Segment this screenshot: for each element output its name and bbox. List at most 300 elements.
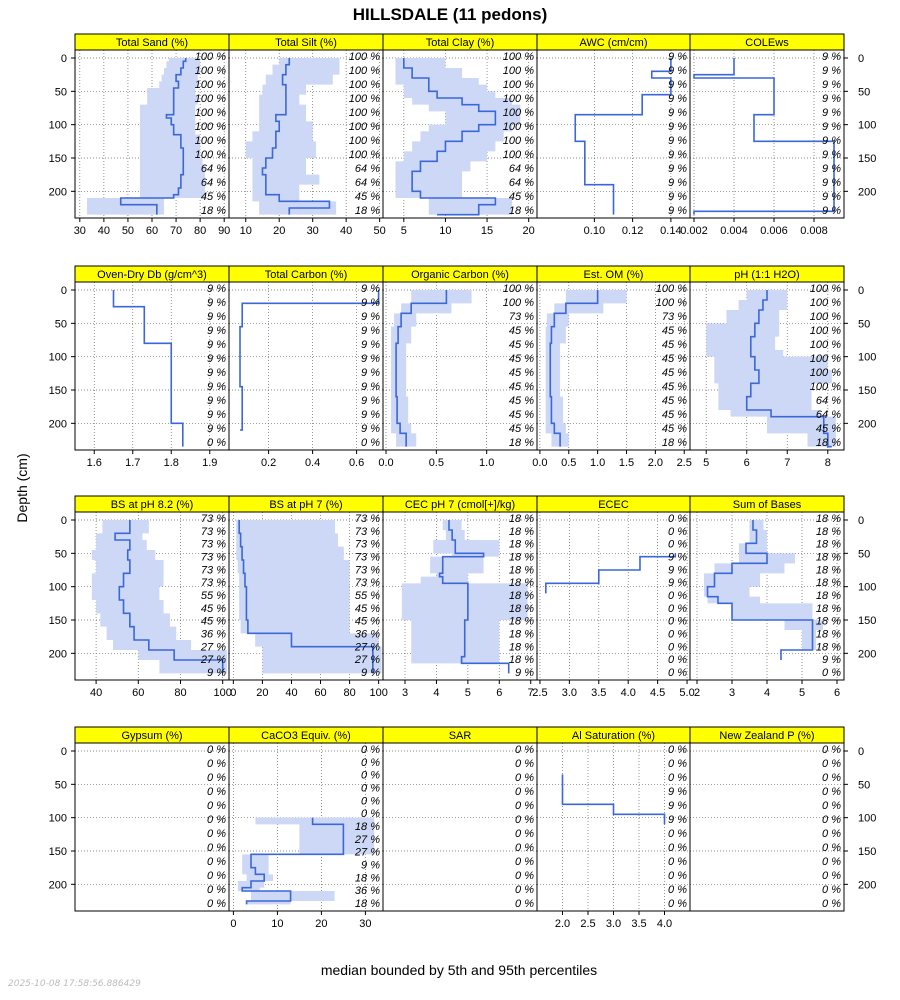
x-tick-label: 0.004 xyxy=(720,225,748,237)
pct-label: 9 % xyxy=(668,191,687,203)
panel-title: Total Clay (%) xyxy=(425,37,495,49)
pct-label: 100 % xyxy=(502,135,534,147)
x-tick-label: 1.7 xyxy=(125,457,141,469)
x-tick-label: 3.0 xyxy=(561,687,578,699)
pct-label: 100 % xyxy=(809,311,841,323)
pct-label: 0 % xyxy=(361,756,380,769)
panel-title: Al Saturation (%) xyxy=(571,730,656,742)
pct-label: 0 % xyxy=(361,782,380,795)
pct-label: 64 % xyxy=(200,177,226,189)
x-tick-label: 20 xyxy=(273,225,286,237)
x-tick-label: 10 xyxy=(439,225,452,237)
x-tick-label: 1.5 xyxy=(618,457,635,469)
panel xyxy=(383,727,537,911)
pct-label: 0 % xyxy=(207,744,226,756)
pct-label: 55 % xyxy=(200,590,226,602)
pct-label: 64 % xyxy=(200,163,226,175)
x-tick-label: 3 xyxy=(728,687,736,699)
pct-label: 18 % xyxy=(815,615,841,628)
panel-title: Est. OM (%) xyxy=(583,269,644,281)
pct-label: 9 % xyxy=(207,395,226,407)
pct-label: 9 % xyxy=(822,163,841,175)
pct-label: 0 % xyxy=(207,437,226,449)
pct-label: 0 % xyxy=(361,744,380,756)
panel xyxy=(229,266,383,469)
pct-label: 9 % xyxy=(668,786,687,798)
x-tick-label: 1.6 xyxy=(86,457,102,469)
pct-label: 45 % xyxy=(354,615,380,628)
pct-label: 0 % xyxy=(515,870,534,882)
pct-label: 9 % xyxy=(668,814,687,826)
pct-label: 18 % xyxy=(661,437,687,449)
pct-label: 73 % xyxy=(200,551,226,564)
y-tick-label-right: 100 xyxy=(858,812,877,825)
pct-label: 9 % xyxy=(361,353,380,365)
pct-label: 18 % xyxy=(815,513,841,525)
x-tick-label: 6 xyxy=(743,457,750,469)
y-tick-label: 150 xyxy=(48,385,67,397)
pct-label: 0 % xyxy=(822,856,841,868)
panel-title: COLEws xyxy=(745,37,789,49)
pct-label: 9 % xyxy=(822,93,841,105)
pct-label: 73 % xyxy=(354,525,380,538)
pct-label: 0 % xyxy=(822,667,841,679)
pct-label: 45 % xyxy=(508,191,534,203)
pct-label: 9 % xyxy=(822,177,841,189)
pct-label: 9 % xyxy=(668,577,687,590)
pct-label: 0 % xyxy=(668,513,687,525)
pct-label: 9 % xyxy=(361,423,380,435)
pct-label: 0 % xyxy=(361,437,380,449)
x-tick-label: 4 xyxy=(763,687,771,699)
panel xyxy=(49,34,231,237)
x-tick-label: 2.5 xyxy=(580,918,596,930)
pct-label: 9 % xyxy=(207,409,226,421)
pct-label: 45 % xyxy=(354,602,380,615)
x-tick-label: 3.5 xyxy=(591,687,607,699)
y-tick-label-right: 50 xyxy=(858,779,871,792)
x-tick-label: 10 xyxy=(239,225,252,237)
pct-label: 18 % xyxy=(354,872,380,885)
x-tick-label: 5.0 xyxy=(679,687,695,699)
pct-label: 0 % xyxy=(668,842,687,854)
y-tick-label: 50 xyxy=(54,318,67,331)
x-tick-label: 50 xyxy=(121,225,135,237)
pct-label: 18 % xyxy=(354,821,380,833)
pct-label: 9 % xyxy=(822,65,841,77)
pct-label: 100 % xyxy=(655,283,687,295)
pct-label: 0 % xyxy=(207,856,226,868)
pct-label: 0 % xyxy=(207,898,226,910)
y-tick-label-right: 150 xyxy=(858,153,877,165)
x-tick-label: 2.0 xyxy=(554,918,571,930)
pct-label: 18 % xyxy=(508,654,534,667)
y-tick-label-right: 200 xyxy=(858,648,877,661)
pct-label: 18 % xyxy=(508,205,534,217)
pct-label: 73 % xyxy=(354,577,380,590)
pct-label: 55 % xyxy=(354,590,380,602)
panel xyxy=(378,266,537,469)
x-tick-label: 0.0 xyxy=(532,457,548,469)
pct-label: 100 % xyxy=(194,149,226,161)
pct-label: 18 % xyxy=(508,577,534,590)
x-tick-label: 30 xyxy=(73,225,86,237)
pct-label: 0 % xyxy=(515,800,534,812)
pct-label: 0 % xyxy=(515,786,534,798)
pct-label: 18 % xyxy=(815,577,841,590)
panel-title: Total Sand (%) xyxy=(115,37,189,49)
pct-label: 9 % xyxy=(668,51,687,63)
x-tick-label: 40 xyxy=(340,225,353,237)
pct-label: 100 % xyxy=(194,107,226,119)
pct-label: 0 % xyxy=(361,808,380,821)
y-tick-label: 100 xyxy=(48,119,67,132)
y-tick-label-right: 0 xyxy=(858,515,865,527)
pct-label: 9 % xyxy=(822,79,841,91)
x-tick-label: 40 xyxy=(89,687,103,699)
y-tick-label: 0 xyxy=(60,746,67,758)
panel xyxy=(49,727,229,911)
x-tick-label: 5 xyxy=(464,687,471,699)
y-tick-label-right: 200 xyxy=(858,879,877,892)
pct-label: 0 % xyxy=(668,758,687,770)
y-tick-label-right: 100 xyxy=(858,351,877,364)
pct-label: 0 % xyxy=(668,898,687,910)
x-tick-label: 0.12 xyxy=(621,225,644,237)
pct-label: 9 % xyxy=(822,654,841,667)
pct-label: 0 % xyxy=(207,842,226,854)
panel-title: BS at pH 8.2 (%) xyxy=(110,499,194,511)
x-tick-label: 4.0 xyxy=(656,918,673,930)
panel-title: Oven-Dry Db (g/cm^3) xyxy=(97,269,207,281)
pct-label: 73 % xyxy=(661,311,687,323)
x-tick-label: 5 xyxy=(400,225,407,237)
x-tick-label: 0 xyxy=(230,918,237,930)
y-tick-label: 200 xyxy=(48,879,67,892)
pct-label: 0 % xyxy=(668,628,687,641)
y-tick-label: 150 xyxy=(48,615,67,627)
pct-label: 18 % xyxy=(508,437,534,449)
figure-title: HILLSDALE (11 pedons) xyxy=(352,5,548,24)
plot-area xyxy=(229,282,383,450)
pct-label: 9 % xyxy=(361,325,380,337)
pct-label: 100 % xyxy=(502,65,534,77)
pct-label: 0 % xyxy=(207,870,226,882)
pct-label: 45 % xyxy=(508,325,534,337)
pct-label: 0 % xyxy=(515,884,534,896)
y-tick-label: 150 xyxy=(48,153,67,165)
pct-label: 0 % xyxy=(207,800,226,812)
y-axis-label: Depth (cm) xyxy=(14,453,30,523)
x-tick-label: 50 xyxy=(373,225,386,237)
pct-label: 100 % xyxy=(809,353,841,365)
pct-label: 27 % xyxy=(354,833,380,846)
x-tick-label: 40 xyxy=(285,687,298,699)
plot-area xyxy=(690,743,844,911)
pct-label: 73 % xyxy=(200,525,226,538)
pct-label: 0 % xyxy=(668,856,687,868)
y-tick-label-right: 200 xyxy=(858,418,877,431)
pct-label: 9 % xyxy=(361,283,380,295)
panel xyxy=(229,496,388,699)
x-tick-label: 0.10 xyxy=(583,225,606,237)
x-tick-label: 6 xyxy=(833,687,841,699)
pct-label: 18 % xyxy=(508,615,534,628)
pct-label: 45 % xyxy=(508,395,534,407)
x-tick-label: 0.002 xyxy=(680,225,708,237)
pct-label: 0 % xyxy=(822,884,841,896)
y-tick-label: 50 xyxy=(54,86,67,99)
pct-label: 0 % xyxy=(668,667,687,679)
pct-label: 100 % xyxy=(348,149,380,161)
pct-label: 45 % xyxy=(508,367,534,379)
panel-title: CaCO3 Equiv. (%) xyxy=(261,730,351,742)
pct-label: 100 % xyxy=(194,79,226,91)
x-tick-label: 3.0 xyxy=(605,918,622,930)
pct-label: 0 % xyxy=(361,769,380,782)
pct-label: 100 % xyxy=(809,325,841,337)
y-tick-label: 200 xyxy=(48,418,67,431)
pct-label: 45 % xyxy=(661,367,687,379)
x-tick-label: 90 xyxy=(218,225,231,237)
pct-label: 9 % xyxy=(668,121,687,133)
x-tick-label: 100 xyxy=(369,687,388,699)
pct-label: 0 % xyxy=(668,884,687,896)
pct-label: 100 % xyxy=(502,297,534,309)
pct-label: 0 % xyxy=(822,842,841,854)
y-tick-label: 0 xyxy=(60,515,67,527)
pct-label: 18 % xyxy=(815,551,841,564)
x-tick-label: 4.0 xyxy=(620,687,636,699)
y-tick-label-right: 200 xyxy=(858,186,877,199)
pct-label: 0 % xyxy=(822,758,841,770)
pct-label: 64 % xyxy=(815,395,841,407)
panel-title: Sum of Bases xyxy=(732,499,802,511)
pct-label: 0 % xyxy=(515,814,534,826)
pct-label: 73 % xyxy=(200,564,226,577)
pct-label: 100 % xyxy=(809,367,841,379)
y-tick-label-right: 0 xyxy=(858,285,865,297)
panel xyxy=(229,727,383,930)
pct-label: 9 % xyxy=(361,339,380,351)
panel xyxy=(537,34,690,237)
x-tick-label: 15 xyxy=(480,225,494,237)
pct-label: 27 % xyxy=(200,641,226,654)
x-tick-label: 30 xyxy=(359,918,372,930)
pct-label: 0 % xyxy=(668,641,687,654)
panel xyxy=(532,266,692,469)
y-tick-label: 50 xyxy=(54,779,67,792)
x-tick-label: 4 xyxy=(433,687,440,699)
plot-area xyxy=(383,743,537,911)
x-tick-label: 7 xyxy=(784,457,791,469)
pct-label: 45 % xyxy=(815,423,841,435)
pct-label: 9 % xyxy=(361,859,380,872)
pct-label: 100 % xyxy=(502,121,534,133)
pct-label: 9 % xyxy=(822,51,841,63)
pct-label: 18 % xyxy=(354,898,380,910)
pct-label: 45 % xyxy=(661,339,687,351)
panel xyxy=(690,496,876,699)
pct-label: 100 % xyxy=(348,121,380,133)
panel-title: ECEC xyxy=(598,499,629,511)
pct-label: 100 % xyxy=(348,93,380,105)
pct-label: 9 % xyxy=(361,311,380,323)
pct-label: 0 % xyxy=(668,744,687,756)
panel xyxy=(383,496,537,699)
pct-label: 18 % xyxy=(354,205,380,217)
pct-label: 0 % xyxy=(668,654,687,667)
panel xyxy=(532,496,694,699)
pct-label: 9 % xyxy=(822,107,841,119)
pct-label: 9 % xyxy=(668,65,687,77)
x-tick-label: 60 xyxy=(145,225,159,237)
pct-label: 9 % xyxy=(822,121,841,133)
x-tick-label: 5 xyxy=(798,687,806,699)
pct-label: 0 % xyxy=(515,744,534,756)
pct-label: 100 % xyxy=(502,149,534,161)
pct-label: 45 % xyxy=(508,409,534,421)
pct-label: 18 % xyxy=(508,525,534,538)
pct-label: 100 % xyxy=(502,107,534,119)
pct-label: 9 % xyxy=(668,149,687,161)
pct-label: 100 % xyxy=(348,51,380,63)
panel xyxy=(690,727,876,911)
pct-label: 64 % xyxy=(815,409,841,421)
pct-label: 0 % xyxy=(822,800,841,812)
pct-label: 100 % xyxy=(809,381,841,393)
panel-title: CEC pH 7 (cmol[+]/kg) xyxy=(404,499,516,511)
x-tick-label: 0.0 xyxy=(378,457,394,469)
y-tick-label-right: 100 xyxy=(858,581,877,594)
x-tick-label: 0.6 xyxy=(348,457,365,469)
pct-label: 18 % xyxy=(815,628,841,641)
pct-label: 45 % xyxy=(508,353,534,365)
pct-label: 45 % xyxy=(508,423,534,435)
pct-label: 0 % xyxy=(207,772,226,784)
y-tick-label: 100 xyxy=(48,581,67,594)
x-tick-label: 2.5 xyxy=(532,687,548,699)
pct-label: 100 % xyxy=(502,283,534,295)
pct-label: 18 % xyxy=(815,437,841,449)
pct-label: 100 % xyxy=(194,135,226,147)
pct-label: 18 % xyxy=(508,513,534,525)
pct-label: 100 % xyxy=(194,51,226,63)
panel xyxy=(383,34,537,237)
x-tick-label: 2.5 xyxy=(676,457,692,469)
y-tick-label-right: 150 xyxy=(858,615,877,627)
x-tick-label: 0.008 xyxy=(800,225,828,237)
y-tick-label: 150 xyxy=(48,846,67,858)
pct-label: 9 % xyxy=(207,381,226,393)
pct-label: 9 % xyxy=(207,297,226,309)
pct-label: 9 % xyxy=(822,135,841,147)
pct-label: 0 % xyxy=(668,870,687,882)
pct-label: 18 % xyxy=(815,641,841,654)
pct-label: 9 % xyxy=(361,297,380,309)
pct-label: 9 % xyxy=(207,325,226,337)
y-tick-label: 50 xyxy=(54,548,67,561)
pct-label: 100 % xyxy=(502,93,534,105)
x-tick-label: 2.0 xyxy=(647,457,664,469)
y-tick-label-right: 50 xyxy=(858,318,871,331)
pct-label: 9 % xyxy=(822,149,841,161)
pct-label: 73 % xyxy=(508,311,534,323)
pct-label: 73 % xyxy=(354,551,380,564)
pct-label: 100 % xyxy=(194,121,226,133)
pct-label: 0 % xyxy=(207,884,226,896)
pct-label: 9 % xyxy=(668,135,687,147)
x-tick-label: 3 xyxy=(401,687,409,699)
pct-label: 18 % xyxy=(508,641,534,654)
pct-label: 0 % xyxy=(668,828,687,840)
pct-label: 100 % xyxy=(502,51,534,63)
pct-label: 45 % xyxy=(508,339,534,351)
panel xyxy=(690,266,876,469)
x-tick-label: 5 xyxy=(703,457,710,469)
pct-label: 0 % xyxy=(822,870,841,882)
pct-label: 64 % xyxy=(354,163,380,175)
pct-label: 100 % xyxy=(194,65,226,77)
panel xyxy=(49,266,229,469)
y-tick-label-right: 150 xyxy=(858,846,877,858)
pct-label: 73 % xyxy=(354,513,380,525)
pct-label: 0 % xyxy=(822,786,841,798)
y-tick-label-right: 100 xyxy=(858,119,877,132)
x-tick-label: 1.9 xyxy=(202,457,218,469)
timestamp: 2025-10-08 17:58:56.886429 xyxy=(8,979,141,989)
panel-title: Total Silt (%) xyxy=(275,37,337,49)
pct-label: 45 % xyxy=(200,602,226,615)
x-tick-label: 1.0 xyxy=(589,457,606,469)
pct-label: 9 % xyxy=(361,395,380,407)
pct-label: 9 % xyxy=(207,353,226,365)
pct-label: 27 % xyxy=(354,641,380,654)
pct-label: 18 % xyxy=(508,538,534,551)
pct-label: 18 % xyxy=(815,602,841,615)
x-tick-label: 60 xyxy=(132,687,145,699)
x-tick-label: 0.2 xyxy=(260,457,277,469)
x-tick-label: 2 xyxy=(693,687,701,699)
pct-label: 18 % xyxy=(508,628,534,641)
pct-label: 0 % xyxy=(515,842,534,854)
panel-title: Organic Carbon (%) xyxy=(411,269,509,281)
pct-label: 9 % xyxy=(668,564,687,577)
pct-label: 100 % xyxy=(809,339,841,351)
x-tick-label: 20 xyxy=(256,687,269,699)
pct-label: 18 % xyxy=(815,525,841,538)
pct-label: 9 % xyxy=(361,381,380,393)
pct-label: 9 % xyxy=(207,367,226,379)
x-tick-label: 6 xyxy=(496,687,503,699)
pct-label: 36 % xyxy=(354,628,380,641)
pct-label: 45 % xyxy=(661,395,687,407)
pct-label: 9 % xyxy=(515,667,534,679)
x-tick-label: 0.006 xyxy=(760,225,788,237)
x-tick-label: 30 xyxy=(306,225,319,237)
pct-label: 73 % xyxy=(200,513,226,525)
y-tick-label-right: 0 xyxy=(858,746,865,758)
panel-title: BS at pH 7 (%) xyxy=(269,499,343,511)
pct-label: 100 % xyxy=(348,107,380,119)
x-tick-label: 3.5 xyxy=(631,918,647,930)
pct-label: 45 % xyxy=(661,325,687,337)
pct-label: 27 % xyxy=(354,654,380,667)
x-tick-label: 7 xyxy=(527,687,534,699)
pct-label: 64 % xyxy=(508,177,534,189)
y-tick-label: 200 xyxy=(48,648,67,661)
pct-label: 45 % xyxy=(200,615,226,628)
